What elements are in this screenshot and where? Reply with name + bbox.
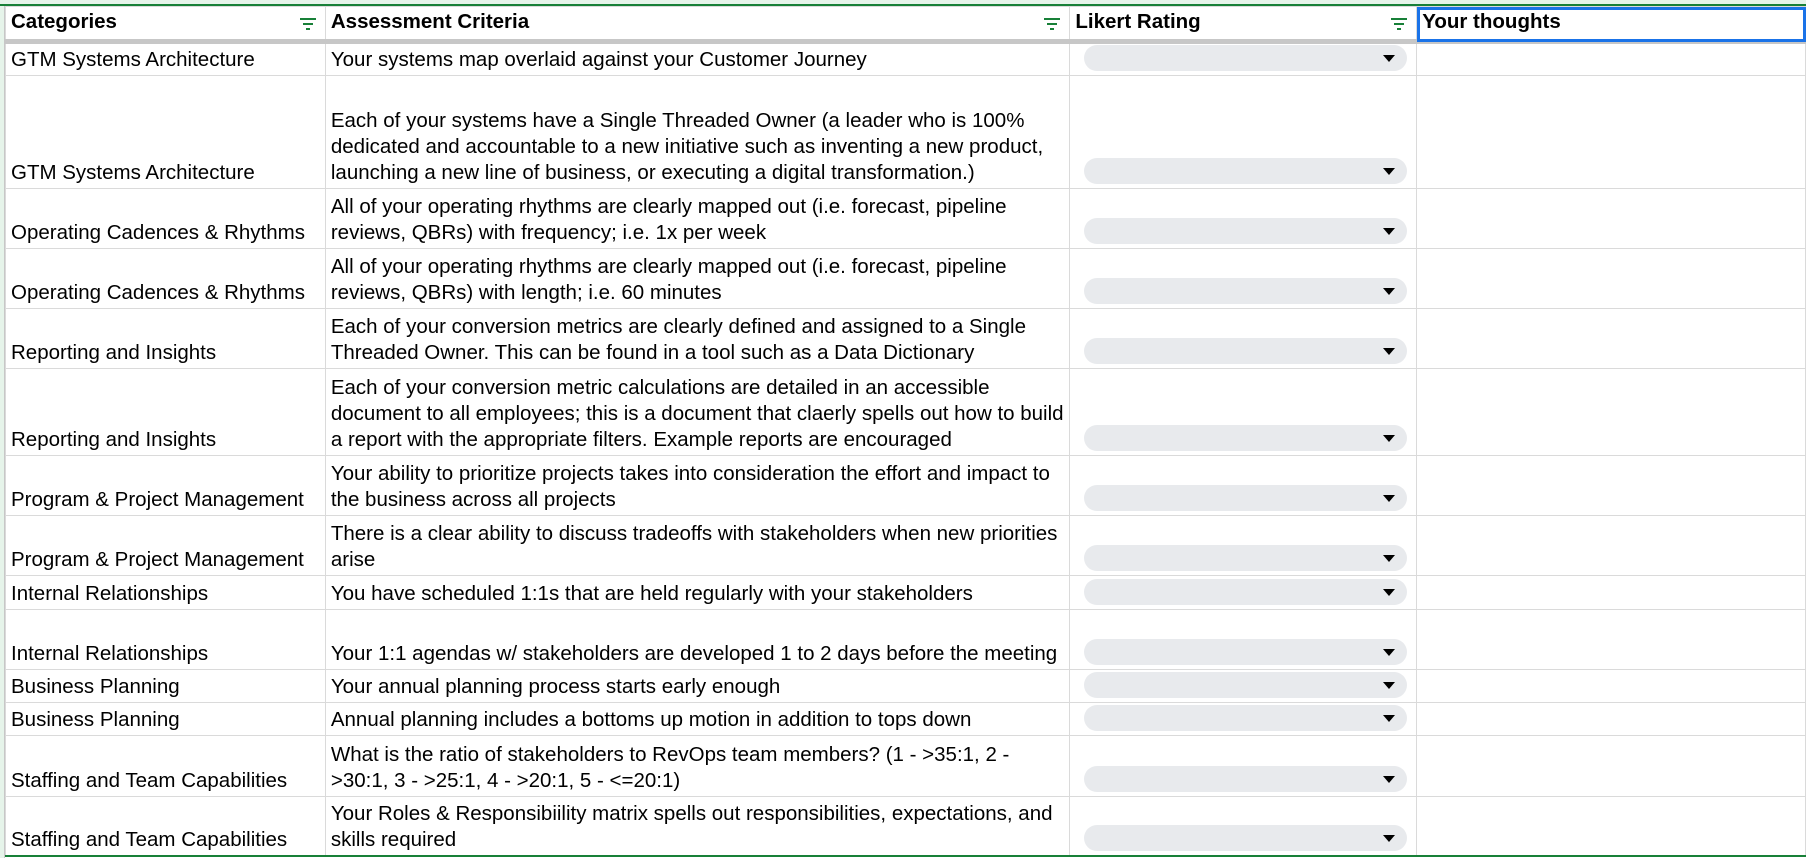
assessment-sheet — [5, 6, 1806, 857]
your-thoughts-cell[interactable] — [1417, 309, 1806, 369]
table-row — [6, 670, 1806, 703]
category-cell[interactable]: Staffing and Team Capabilities — [6, 797, 326, 856]
your-thoughts-cell[interactable] — [1417, 249, 1806, 309]
table-row — [6, 249, 1806, 309]
table-row — [6, 369, 1806, 456]
filter-icon[interactable] — [1390, 17, 1408, 31]
category-cell[interactable]: Reporting and Insights — [6, 369, 326, 456]
criteria-cell[interactable]: Your annual planning process starts early enough — [325, 670, 1070, 703]
header-categories[interactable] — [6, 7, 326, 42]
likert-rating-dropdown[interactable] — [1084, 485, 1407, 511]
header-label: Categories — [11, 10, 117, 33]
your-thoughts-cell[interactable] — [1417, 76, 1806, 189]
header-label: Assessment Criteria — [330, 10, 530, 33]
criteria-cell[interactable]: Annual planning includes a bottoms up motion in addition to tops down — [325, 703, 1070, 736]
your-thoughts-cell[interactable] — [1417, 610, 1806, 670]
likert-rating-cell[interactable] — [1070, 797, 1417, 856]
criteria-cell[interactable]: Your Roles & Responsibiility matrix spells out responsibilities, expectations, and skills required — [325, 797, 1070, 856]
likert-rating-dropdown[interactable] — [1084, 218, 1407, 244]
likert-rating-cell[interactable] — [1070, 309, 1417, 369]
likert-rating-cell[interactable] — [1070, 249, 1417, 309]
criteria-cell[interactable]: Each of your conversion metrics are clearly defined and assigned to a Single Threaded Owner. This can be found in a tool such as a Data Dictionary — [325, 309, 1070, 369]
category-cell[interactable]: Program & Project Management — [6, 456, 326, 516]
category-cell[interactable]: Operating Cadences & Rhythms — [6, 189, 326, 249]
criteria-cell[interactable]: You have scheduled 1:1s that are held regularly with your stakeholders — [325, 576, 1070, 610]
likert-rating-dropdown[interactable] — [1084, 579, 1407, 605]
category-cell[interactable]: Reporting and Insights — [6, 309, 326, 369]
likert-rating-dropdown[interactable] — [1084, 338, 1407, 364]
likert-rating-dropdown[interactable] — [1084, 705, 1407, 731]
criteria-cell[interactable]: All of your operating rhythms are clearly mapped out (i.e. forecast, pipeline reviews, QBRs) with length; i.e. 60 minutes — [325, 249, 1070, 309]
category-cell[interactable]: Program & Project Management — [6, 516, 326, 576]
likert-rating-cell[interactable] — [1070, 369, 1417, 456]
table-row — [6, 797, 1806, 856]
your-thoughts-cell[interactable] — [1417, 42, 1806, 76]
criteria-cell[interactable]: All of your operating rhythms are clearly mapped out (i.e. forecast, pipeline reviews, QBRs) with frequency; i.e. 1x per week — [325, 189, 1070, 249]
likert-rating-dropdown[interactable] — [1084, 825, 1407, 851]
table-row — [6, 189, 1806, 249]
likert-rating-dropdown[interactable] — [1084, 425, 1407, 451]
likert-rating-cell[interactable] — [1070, 610, 1417, 670]
your-thoughts-cell[interactable] — [1417, 369, 1806, 456]
filter-icon[interactable] — [299, 17, 317, 31]
category-cell[interactable]: Business Planning — [6, 670, 326, 703]
likert-rating-cell[interactable] — [1070, 516, 1417, 576]
likert-rating-cell[interactable] — [1070, 189, 1417, 249]
your-thoughts-cell[interactable] — [1417, 670, 1806, 703]
table-row — [6, 703, 1806, 736]
likert-rating-dropdown[interactable] — [1084, 545, 1407, 571]
your-thoughts-cell[interactable] — [1417, 576, 1806, 610]
header-label: Likert Rating — [1075, 10, 1201, 33]
likert-rating-dropdown[interactable] — [1084, 672, 1407, 698]
category-cell[interactable]: Operating Cadences & Rhythms — [6, 249, 326, 309]
criteria-cell[interactable]: Your systems map overlaid against your Customer Journey — [325, 42, 1070, 76]
category-cell[interactable]: Business Planning — [6, 703, 326, 736]
criteria-cell[interactable]: What is the ratio of stakeholders to RevOps team members? (1 - >35:1, 2 - >30:1, 3 - >25:1, 4 - >20:1, 5 - <=20:1) — [325, 736, 1070, 797]
likert-rating-dropdown[interactable] — [1084, 766, 1407, 792]
table-row — [6, 610, 1806, 670]
likert-rating-cell[interactable] — [1070, 42, 1417, 76]
category-cell[interactable]: GTM Systems Architecture — [6, 76, 326, 189]
likert-rating-cell[interactable] — [1070, 736, 1417, 797]
table-row — [6, 736, 1806, 797]
likert-rating-cell[interactable] — [1070, 576, 1417, 610]
table-row — [6, 309, 1806, 369]
likert-rating-cell[interactable] — [1070, 76, 1417, 189]
table-row — [6, 516, 1806, 576]
likert-rating-dropdown[interactable] — [1084, 45, 1407, 71]
table-row — [6, 42, 1806, 76]
likert-rating-dropdown[interactable] — [1084, 158, 1407, 184]
likert-rating-cell[interactable] — [1070, 703, 1417, 736]
your-thoughts-cell[interactable] — [1417, 456, 1806, 516]
criteria-cell[interactable]: There is a clear ability to discuss tradeoffs with stakeholders when new priorities arise — [325, 516, 1070, 576]
filter-icon[interactable] — [1043, 17, 1061, 31]
table-row — [6, 576, 1806, 610]
likert-rating-dropdown[interactable] — [1084, 639, 1407, 665]
your-thoughts-cell[interactable] — [1417, 516, 1806, 576]
header-label: Your thoughts — [1422, 10, 1561, 33]
your-thoughts-cell[interactable] — [1417, 703, 1806, 736]
criteria-cell[interactable]: Your ability to prioritize projects takes into consideration the effort and impact to the business across all projects — [325, 456, 1070, 516]
header-likert-rating[interactable] — [1070, 7, 1417, 42]
your-thoughts-cell[interactable] — [1417, 189, 1806, 249]
category-cell[interactable]: GTM Systems Architecture — [6, 42, 326, 76]
category-cell[interactable]: Staffing and Team Capabilities — [6, 736, 326, 797]
criteria-cell[interactable]: Each of your conversion metric calculations are detailed in an accessible document to all employees; this is a document that claerly spells out how to build a report with the appropriate filters. Example reports are encouraged — [325, 369, 1070, 456]
likert-rating-cell[interactable] — [1070, 456, 1417, 516]
table-row — [6, 456, 1806, 516]
your-thoughts-cell[interactable] — [1417, 736, 1806, 797]
header-your-thoughts[interactable] — [1417, 7, 1806, 42]
your-thoughts-cell[interactable] — [1417, 797, 1806, 856]
likert-rating-cell[interactable] — [1070, 670, 1417, 703]
likert-rating-dropdown[interactable] — [1084, 278, 1407, 304]
header-assessment-criteria[interactable] — [325, 7, 1070, 42]
category-cell[interactable]: Internal Relationships — [6, 610, 326, 670]
table-row — [6, 76, 1806, 189]
criteria-cell[interactable]: Your 1:1 agendas w/ stakeholders are developed 1 to 2 days before the meeting — [325, 610, 1070, 670]
criteria-cell[interactable]: Each of your systems have a Single Threaded Owner (a leader who is 100% dedicated and accountable to a new initiative such as inventing a new product, launching a new line of business, or executing a digital transformation.) — [325, 76, 1070, 189]
category-cell[interactable]: Internal Relationships — [6, 576, 326, 610]
